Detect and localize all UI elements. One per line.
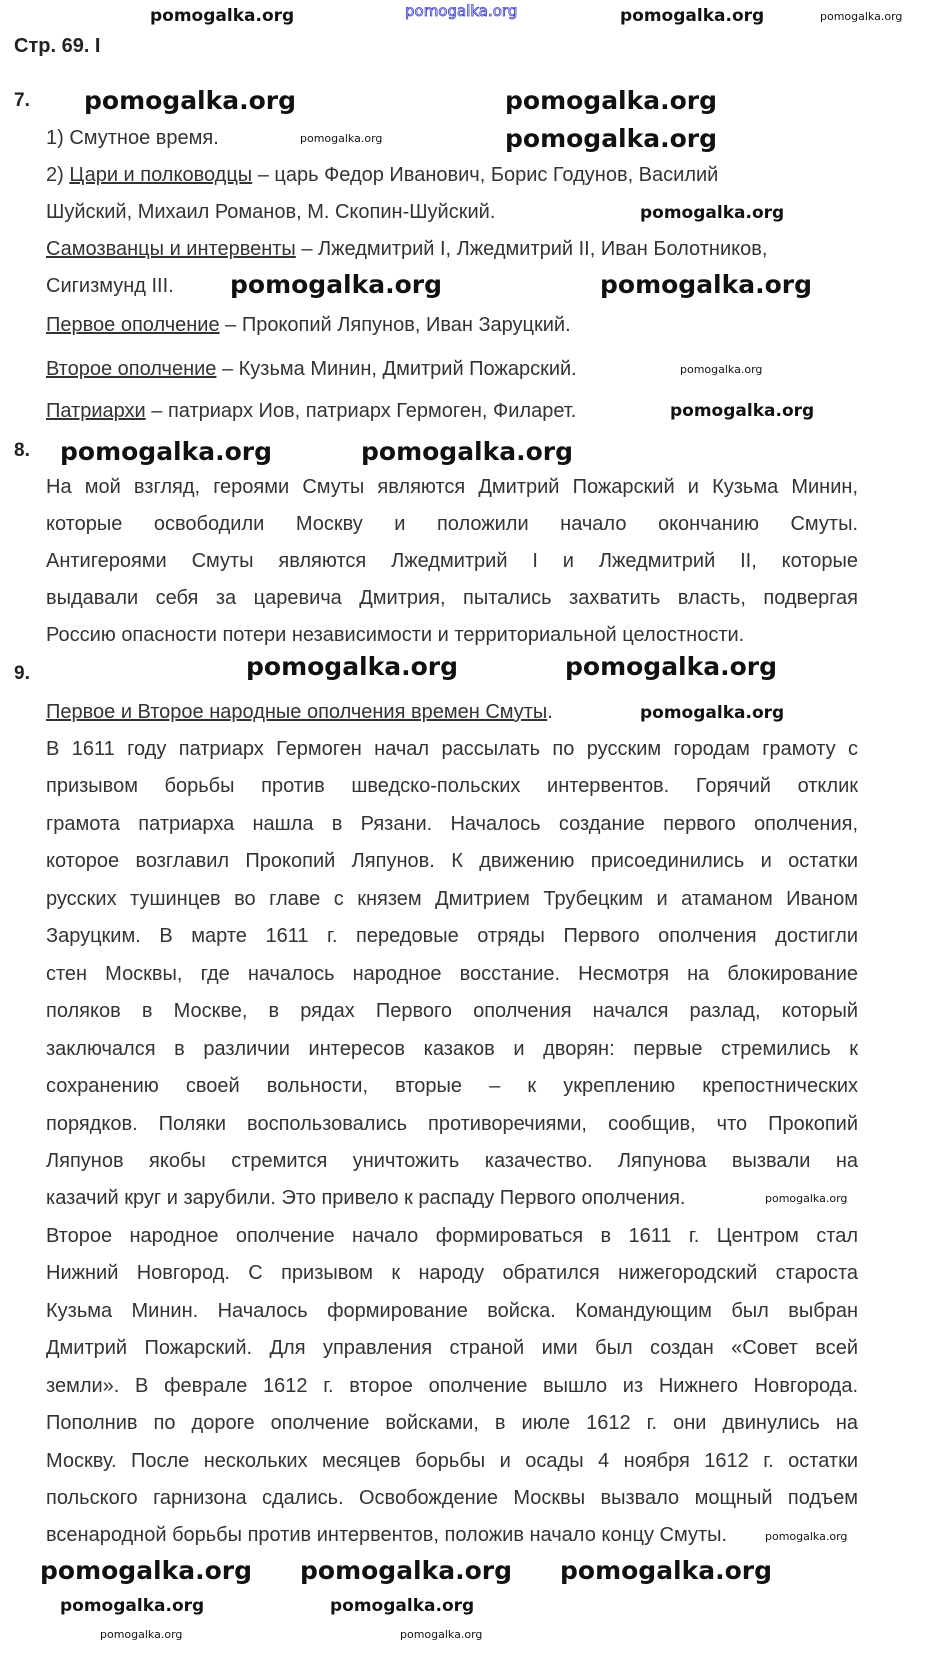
answer-line: польского гарнизона сдались. Освобождение Москвы вызвало мощный подъем: [46, 1487, 858, 1509]
answer-line: выдавали себя за царевича Дмитрия, пытались захватить власть, подвергая: [46, 587, 858, 609]
category-label: Первое ополчение: [46, 314, 220, 336]
line-text: – царь Федор Иванович, Борис Годунов, Василий: [252, 164, 719, 186]
answer-line: земли». В феврале 1612 г. второе ополчение вышло из Нижнего Новгорода.: [46, 1375, 858, 1397]
answer-line: Второе народное ополчение начало формироваться в 1611 г. Центром стал: [46, 1225, 858, 1247]
question-9-title: Первое и Второе народные ополчения времен Смуты.: [46, 701, 553, 723]
pomogalka-watermark: pomogalka.org: [84, 86, 297, 115]
pomogalka-watermark: pomogalka.org: [40, 1556, 253, 1585]
pomogalka-watermark: pomogalka.org: [560, 1556, 773, 1585]
answer-line: русских тушинцев во главе с князем Дмитрием Трубецким и атаманом Иваном: [46, 888, 858, 910]
line-text: Сигизмунд III.: [46, 275, 174, 297]
pomogalka-watermark: pomogalka.org: [100, 1628, 183, 1641]
pomogalka-watermark: pomogalka.org: [60, 1596, 205, 1616]
line-text: – Прокопий Ляпунов, Иван Заруцкий.: [219, 314, 571, 336]
pomogalka-watermark: pomogalka.org: [230, 270, 443, 299]
page-title: Стр. 69. I: [14, 35, 101, 57]
pomogalka-watermark: pomogalka.org: [640, 203, 785, 223]
answer-line: порядков. Поляки воспользовались противоречиями, сообщив, что Прокопий: [46, 1113, 858, 1135]
question-8-number: 8.: [14, 440, 30, 461]
answer-line: грамота патриарха нашла в Рязани. Началось создание первого ополчения,: [46, 813, 858, 835]
category-label: Цари и полководцы: [69, 164, 253, 186]
answer-line: призывом борьбы против шведско-польских интервентов. Горячий отклик: [46, 775, 858, 797]
answer-line: [46, 237, 858, 261]
line-text: – Лжедмитрий I, Лжедмитрий II, Иван Болотников,: [295, 238, 768, 260]
answer-line: Москву. После нескольких месяцев борьбы и осады 4 ноября 1612 г. остатки: [46, 1450, 858, 1472]
pomogalka-watermark: pomogalka.org: [680, 363, 763, 376]
line-prefix: 2): [46, 164, 70, 186]
line-text: – Кузьма Минин, Дмитрий Пожарский.: [216, 358, 577, 380]
pomogalka-watermark: pomogalka.org: [565, 652, 778, 681]
answer-line: [46, 163, 858, 187]
answer-line: Антигероями Смуты являются Лжедмитрий I и Лжедмитрий II, которые: [46, 550, 858, 572]
answer-line: которое возглавил Прокопий Ляпунов. К движению присоединились и остатки: [46, 850, 858, 872]
answer-line: [46, 126, 858, 150]
answer-line: [46, 313, 858, 337]
answer-line: В 1611 году патриарх Гермоген начал рассылать по русским городам грамоту с: [46, 738, 858, 760]
pomogalka-watermark: pomogalka.org: [330, 1596, 475, 1616]
answer-line: Заруцким. В марте 1611 г. передовые отряды Первого ополчения достигли: [46, 925, 858, 947]
answer-line: Нижний Новгород. С призывом к народу обратился нижегородский староста: [46, 1262, 858, 1284]
category-label: Самозванцы и интервенты: [46, 238, 296, 260]
pomogalka-watermark: pomogalka.org: [505, 86, 718, 115]
answer-line: Пополнив по дороге ополчение войсками, в июле 1612 г. они двинулись на: [46, 1412, 858, 1434]
site-header-watermark: pomogalka.org: [405, 2, 518, 20]
pomogalka-watermark: pomogalka.org: [300, 1556, 513, 1585]
pomogalka-watermark: pomogalka.org: [765, 1192, 848, 1205]
pomogalka-watermark: pomogalka.org: [150, 6, 295, 26]
answer-line: всенародной борьбы против интервентов, положив начало концу Смуты.: [46, 1524, 728, 1546]
question-9-number: 9.: [14, 663, 30, 684]
pomogalka-watermark: pomogalka.org: [60, 437, 273, 466]
line-text: 1) Смутное время.: [46, 127, 219, 149]
pomogalka-watermark: pomogalka.org: [361, 437, 574, 466]
pomogalka-watermark: pomogalka.org: [820, 10, 903, 23]
line-text: Шуйский, Михаил Романов, М. Скопин-Шуйский.: [46, 201, 496, 223]
answer-line: которые освободили Москву и положили начало окончанию Смуты.: [46, 513, 858, 535]
answer-line: стен Москвы, где началось народное восстание. Несмотря на блокирование: [46, 963, 858, 985]
pomogalka-watermark: pomogalka.org: [670, 401, 815, 421]
answer-line: Ляпунов якобы стремится уничтожить казачество. Ляпунова вызвали на: [46, 1150, 858, 1172]
pomogalka-watermark: pomogalka.org: [600, 270, 813, 299]
pomogalka-watermark: pomogalka.org: [620, 6, 765, 26]
answer-line: Дмитрий Пожарский. Для управления страной ими был создан «Совет всей: [46, 1337, 858, 1359]
category-label: Второе ополчение: [46, 358, 217, 380]
answer-line: На мой взгляд, героями Смуты являются Дмитрий Пожарский и Кузьма Минин,: [46, 476, 858, 498]
answer-line: Кузьма Минин. Началось формирование войска. Командующим был выбран: [46, 1300, 858, 1322]
answer-line: сохранению своей вольности, вторые – к укреплению крепостнических: [46, 1075, 858, 1097]
answer-line: поляков в Москве, в рядах Первого ополчения начался разлад, который: [46, 1000, 858, 1022]
category-label: Патриархи: [46, 400, 146, 422]
pomogalka-watermark: pomogalka.org: [640, 703, 785, 723]
answer-line: Россию опасности потери независимости и территориальной целостности.: [46, 624, 745, 646]
question-7-number: 7.: [14, 90, 30, 111]
pomogalka-watermark: pomogalka.org: [400, 1628, 483, 1641]
line-text: – патриарх Иов, патриарх Гермоген, Филарет.: [145, 400, 577, 422]
answer-line: казачий круг и зарубили. Это привело к распаду Первого ополчения.: [46, 1187, 686, 1209]
pomogalka-watermark: pomogalka.org: [300, 132, 383, 145]
answer-line: заключался в различии интересов казаков и дворян: первые стремились к: [46, 1038, 858, 1060]
pomogalka-watermark: pomogalka.org: [505, 124, 718, 153]
pomogalka-watermark: pomogalka.org: [765, 1530, 848, 1543]
pomogalka-watermark: pomogalka.org: [246, 652, 459, 681]
